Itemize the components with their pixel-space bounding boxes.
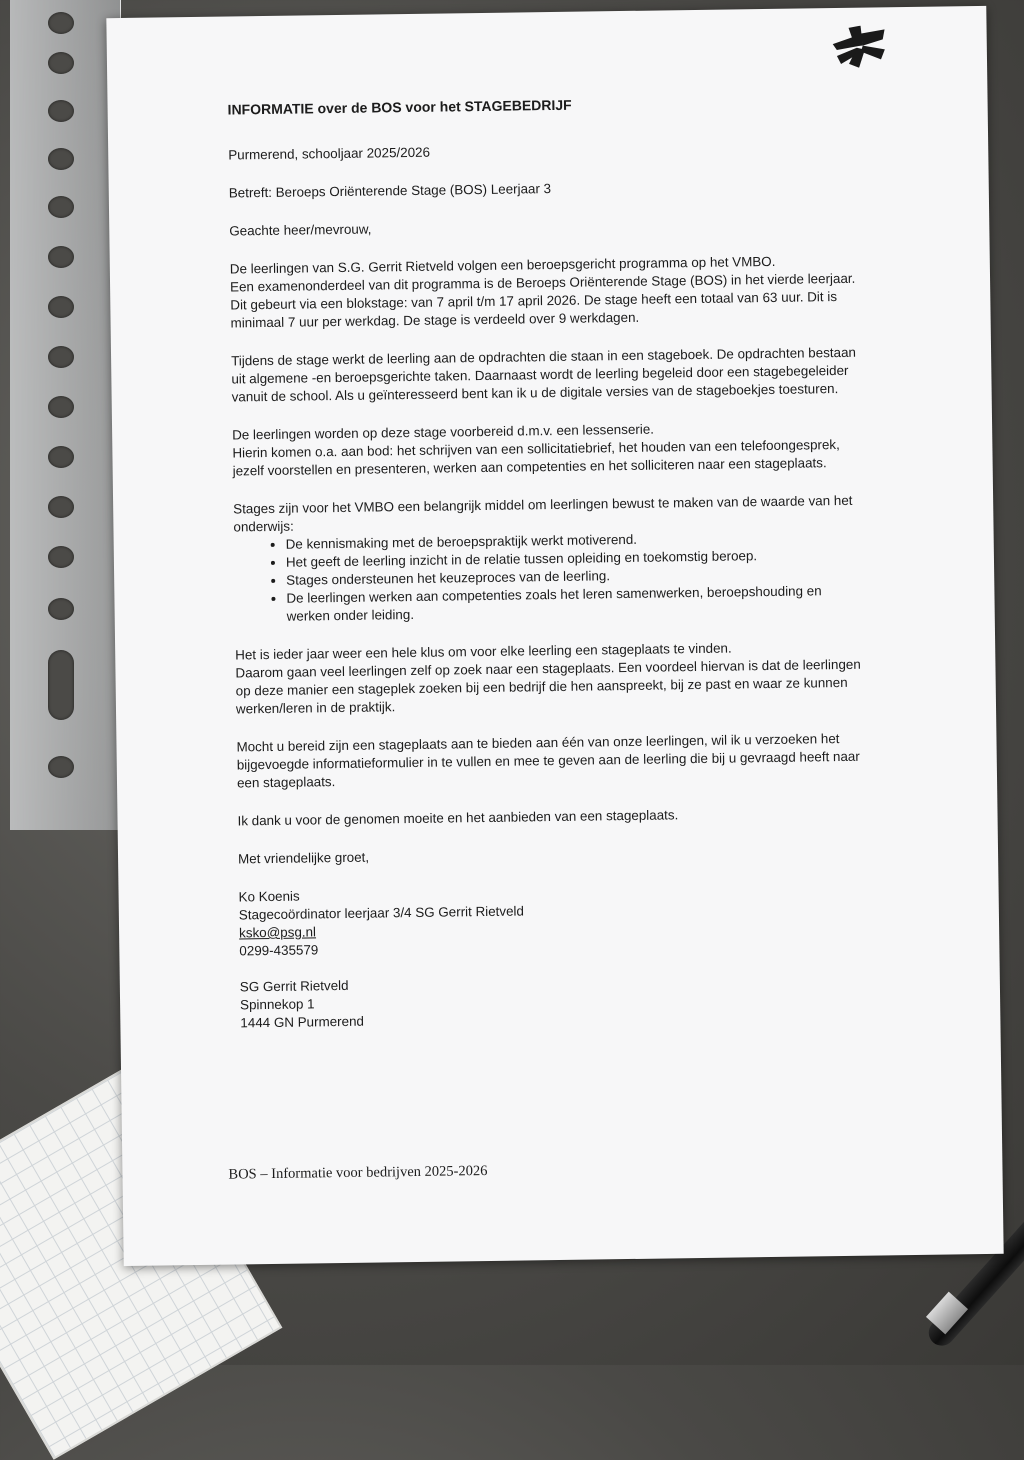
place-date: Purmerend, schooljaar 2025/2026 bbox=[228, 144, 431, 163]
signature-block bbox=[238, 879, 919, 960]
text-line: De leerlingen van S.G. Gerrit Rietveld volgen een beroepsgericht programma op het VMBO. bbox=[229, 253, 776, 277]
punch-hole bbox=[48, 296, 74, 318]
page-footer: BOS – Informatie voor bedrijven 2025-2026 bbox=[228, 1162, 488, 1183]
punch-hole bbox=[48, 598, 74, 620]
text-line: een stageplaats. bbox=[236, 774, 336, 791]
punch-hole bbox=[48, 148, 74, 170]
list-item: • De kennismaking met de beroepspraktijk werkt motiverend. bbox=[286, 527, 914, 554]
salutation: Geachte heer/mevrouw, bbox=[229, 221, 372, 239]
punch-hole bbox=[48, 196, 74, 218]
address-street: Spinnekop 1 bbox=[240, 996, 315, 1013]
closing: Met vriendelijke groet, bbox=[237, 849, 370, 867]
text-line: vanuit de school. Als u geïnteresseerd bent kan ik u de digitale versies van de stageboekjes toesturen. bbox=[231, 381, 839, 405]
address-block bbox=[240, 969, 921, 1032]
text-line: onderwijs: bbox=[233, 518, 294, 535]
list-item: • Het geeft de leerling inzicht in de relatie tussen opleiding en toekomstig beroep. bbox=[286, 545, 914, 572]
signature-role: Stagecoördinator leerjaar 3/4 SG Gerrit Rietveld bbox=[238, 903, 525, 923]
text-line: jezelf voorstellen en presenteren, werken aan competenties en het solliciteren naar een stageplaats. bbox=[232, 455, 827, 479]
punch-hole bbox=[48, 100, 74, 122]
text-line: Dit gebeurt via een blokstage: van 7 april t/m 17 april 2026. De stage heeft een totaal van 63 uur. Dit is bbox=[230, 289, 838, 313]
list-item: • De leerlingen werken aan competenties zoals het leren samenwerken, beroepshouding en werken onder leiding. bbox=[286, 581, 914, 626]
signature-email-link[interactable]: ksko@psg.nl bbox=[239, 924, 317, 941]
text-line: De leerlingen worden op deze stage voorbereid d.m.v. een lessenserie. bbox=[232, 421, 655, 443]
signature-phone: 0299-435579 bbox=[239, 942, 319, 959]
text-line: werken/leren in de praktijk. bbox=[235, 699, 396, 717]
paragraph-thanks: Ik dank u voor de genomen moeite en het aanbieden van een stageplaats. bbox=[237, 807, 679, 829]
text-line: Een examenonderdeel van dit programma is de Beroeps Oriënterende Stage (BOS) in het vierde leerjaar. bbox=[229, 270, 856, 295]
punch-hole bbox=[48, 52, 74, 74]
punch-hole bbox=[48, 246, 74, 268]
subject-line: Betreft: Beroeps Oriënterende Stage (BOS) Leerjaar 3 bbox=[228, 181, 552, 201]
text-line: Het is ieder jaar weer een hele klus om voor elke leerling een stageplaats te vinden. bbox=[235, 640, 732, 663]
paragraph-request bbox=[236, 729, 917, 792]
text-line: uit algemene -en beroepsgerichte taken. Daarnaast wordt de leerling begeleid door een stagebegeleider bbox=[231, 362, 849, 387]
address-city: 1444 GN Purmerend bbox=[240, 1013, 365, 1031]
punch-hole bbox=[48, 496, 74, 518]
text-line: Stages zijn voor het VMBO een belangrijk middel om leerlingen bewust te maken van de waarde van het bbox=[233, 492, 853, 517]
address-org: SG Gerrit Rietveld bbox=[239, 977, 349, 995]
text-line: Daarom gaan veel leerlingen zelf op zoek naar een stageplaats. Een voordeel hiervan is dat de leerlingen bbox=[235, 656, 861, 681]
text-line: minimaal 7 uur per werkdag. De stage is verdeeld over 9 werkdagen. bbox=[230, 309, 640, 331]
punch-hole bbox=[48, 12, 74, 34]
document-title: INFORMATIE over de BOS voor het STAGEBEDRIJF bbox=[227, 96, 572, 118]
punch-hole bbox=[48, 446, 74, 468]
text-line: op deze manier een stageplek zoeken bij een bedrijf die hen aanspreekt, bij ze past en waar ze kunnen bbox=[235, 674, 848, 699]
text-line: Hierin komen o.a. aan bod: het schrijven van een sollicitatiebrief, het houden van een telefoongesprek, bbox=[232, 437, 840, 461]
punch-hole bbox=[48, 756, 74, 778]
punch-slot bbox=[48, 650, 74, 720]
bullet-list bbox=[234, 527, 915, 626]
paragraph-stageboek bbox=[231, 343, 912, 406]
plastic-sleeve bbox=[10, 0, 121, 830]
signature-name: Ko Koenis bbox=[238, 888, 300, 905]
text-line: Tijdens de stage werkt de leerling aan de opdrachten die staan in een stageboek. De opdrachten bestaan bbox=[231, 344, 857, 369]
paragraph-lessenserie bbox=[232, 417, 913, 480]
list-item: • Stages ondersteunen het keuzeproces van de leerling. bbox=[286, 563, 914, 590]
text-line: Mocht u bereid zijn een stageplaats aan te bieden aan één van onze leerlingen, wil ik u verzoeken het bbox=[236, 731, 840, 755]
letter-body bbox=[227, 91, 920, 1050]
punch-hole bbox=[48, 546, 74, 568]
text-line: bijgevoegde informatieformulier in te vullen en mee te geven aan de leerling die bij u gevraagd heeft naar bbox=[236, 748, 860, 773]
punch-hole bbox=[48, 396, 74, 418]
paragraph-intro bbox=[230, 251, 911, 332]
letter-paper bbox=[106, 6, 1003, 1266]
punch-hole bbox=[48, 346, 74, 368]
paragraph-stageplaats bbox=[235, 637, 916, 718]
school-logo-icon bbox=[831, 25, 888, 68]
